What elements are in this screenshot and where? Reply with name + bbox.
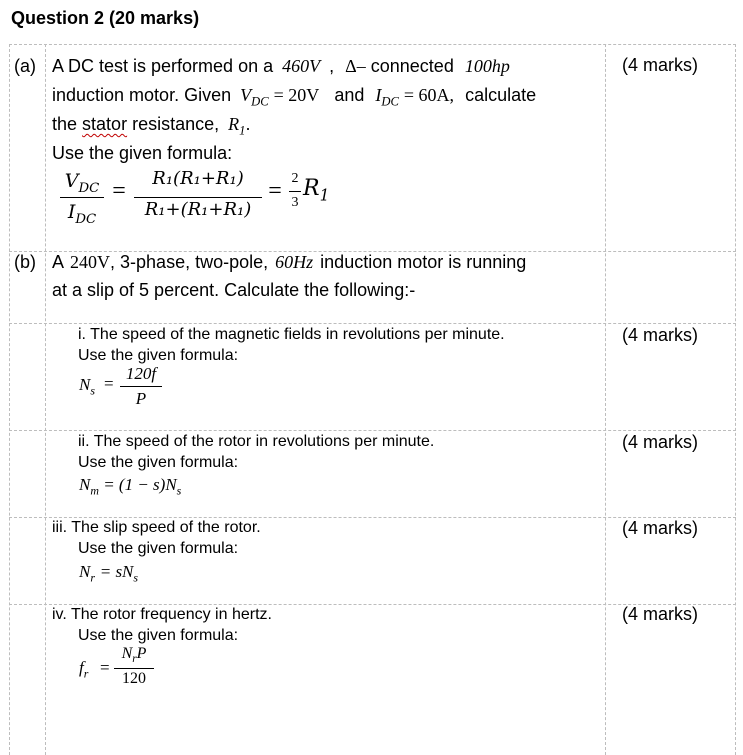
- ns-numerator: 120f: [125, 364, 157, 383]
- ns-symbol: $N_s$: [79, 375, 95, 398]
- part-a-label: (a): [14, 56, 36, 76]
- column-divider: [45, 44, 46, 755]
- formula-vdc: $V_{DC}$: [64, 170, 100, 196]
- part-a-marks: (4 marks): [622, 55, 698, 75]
- formula-idc: $I_{DC}$: [67, 201, 97, 227]
- formula-equals: =: [112, 178, 126, 204]
- part-a-line-1: A DC test is performed on a 460V , Δ– connected 100hp: [52, 56, 510, 76]
- fr-symbol: $f_r$: [79, 658, 89, 681]
- formula-equals: =: [104, 374, 114, 393]
- ns-denominator: P: [135, 389, 147, 408]
- part-b-label: (b): [14, 252, 36, 272]
- item-iv-marks: (4 marks): [622, 604, 698, 624]
- item-iii-formula: $N_r = sN_s$: [79, 562, 139, 585]
- item-ii-formula: $N_m = (1 - s)N_s$: [79, 475, 182, 498]
- part-a-line-3: the stator resistance, $R_1$.: [52, 114, 251, 138]
- fraction-bar: [134, 197, 262, 198]
- part-b-line-1: A 240V, 3-phase, two-pole, 60Hz induction motor is running: [52, 252, 527, 272]
- fr-numerator: $N_rP$: [121, 645, 147, 666]
- question-title: Question 2 (20 marks): [11, 8, 200, 28]
- item-iv-text: iv. The rotor frequency in hertz.: [52, 606, 272, 623]
- fraction-bar: [60, 197, 104, 198]
- part-b-line-2: at a slip of 5 percent. Calculate the following:-: [52, 280, 416, 300]
- item-iv-use: Use the given formula:: [78, 627, 239, 644]
- coef-numerator: 2: [291, 171, 299, 186]
- item-ii-use: Use the given formula:: [78, 454, 239, 471]
- fraction-bar: [114, 668, 154, 669]
- part-a-line-2: induction motor. Given $V_{DC} = 20V$ and $I_{DC} = 60A$, calculate: [52, 85, 537, 109]
- formula-denominator: R₁+(R₁+R₁): [144, 199, 252, 220]
- part-a-use-formula: Use the given formula:: [52, 143, 233, 163]
- table-border-right: [735, 44, 736, 755]
- coef-denominator: 3: [291, 195, 299, 210]
- item-iii-marks: (4 marks): [622, 518, 698, 538]
- fr-denominator: 120: [122, 670, 146, 687]
- item-i-text: i. The speed of the magnetic fields in revolutions per minute.: [78, 326, 505, 343]
- item-iii-text: iii. The slip speed of the rotor.: [52, 519, 261, 536]
- fraction-bar: [289, 191, 301, 192]
- fraction-bar: [120, 386, 162, 387]
- formula-r1: $R_1$: [303, 176, 330, 205]
- formula-equals: =: [100, 658, 110, 677]
- column-divider: [605, 44, 606, 755]
- item-i-marks: (4 marks): [622, 325, 698, 345]
- formula-numerator: R₁(R₁+R₁): [152, 168, 244, 189]
- stator-word: stator: [82, 114, 128, 134]
- formula-equals: =: [268, 178, 282, 204]
- table-border-left: [9, 44, 10, 755]
- item-i-use: Use the given formula:: [78, 347, 239, 364]
- item-iii-use: Use the given formula:: [78, 540, 239, 557]
- table-border-top: [9, 44, 736, 45]
- item-ii-text: ii. The speed of the rotor in revolutions per minute.: [78, 433, 435, 450]
- item-ii-marks: (4 marks): [622, 432, 698, 452]
